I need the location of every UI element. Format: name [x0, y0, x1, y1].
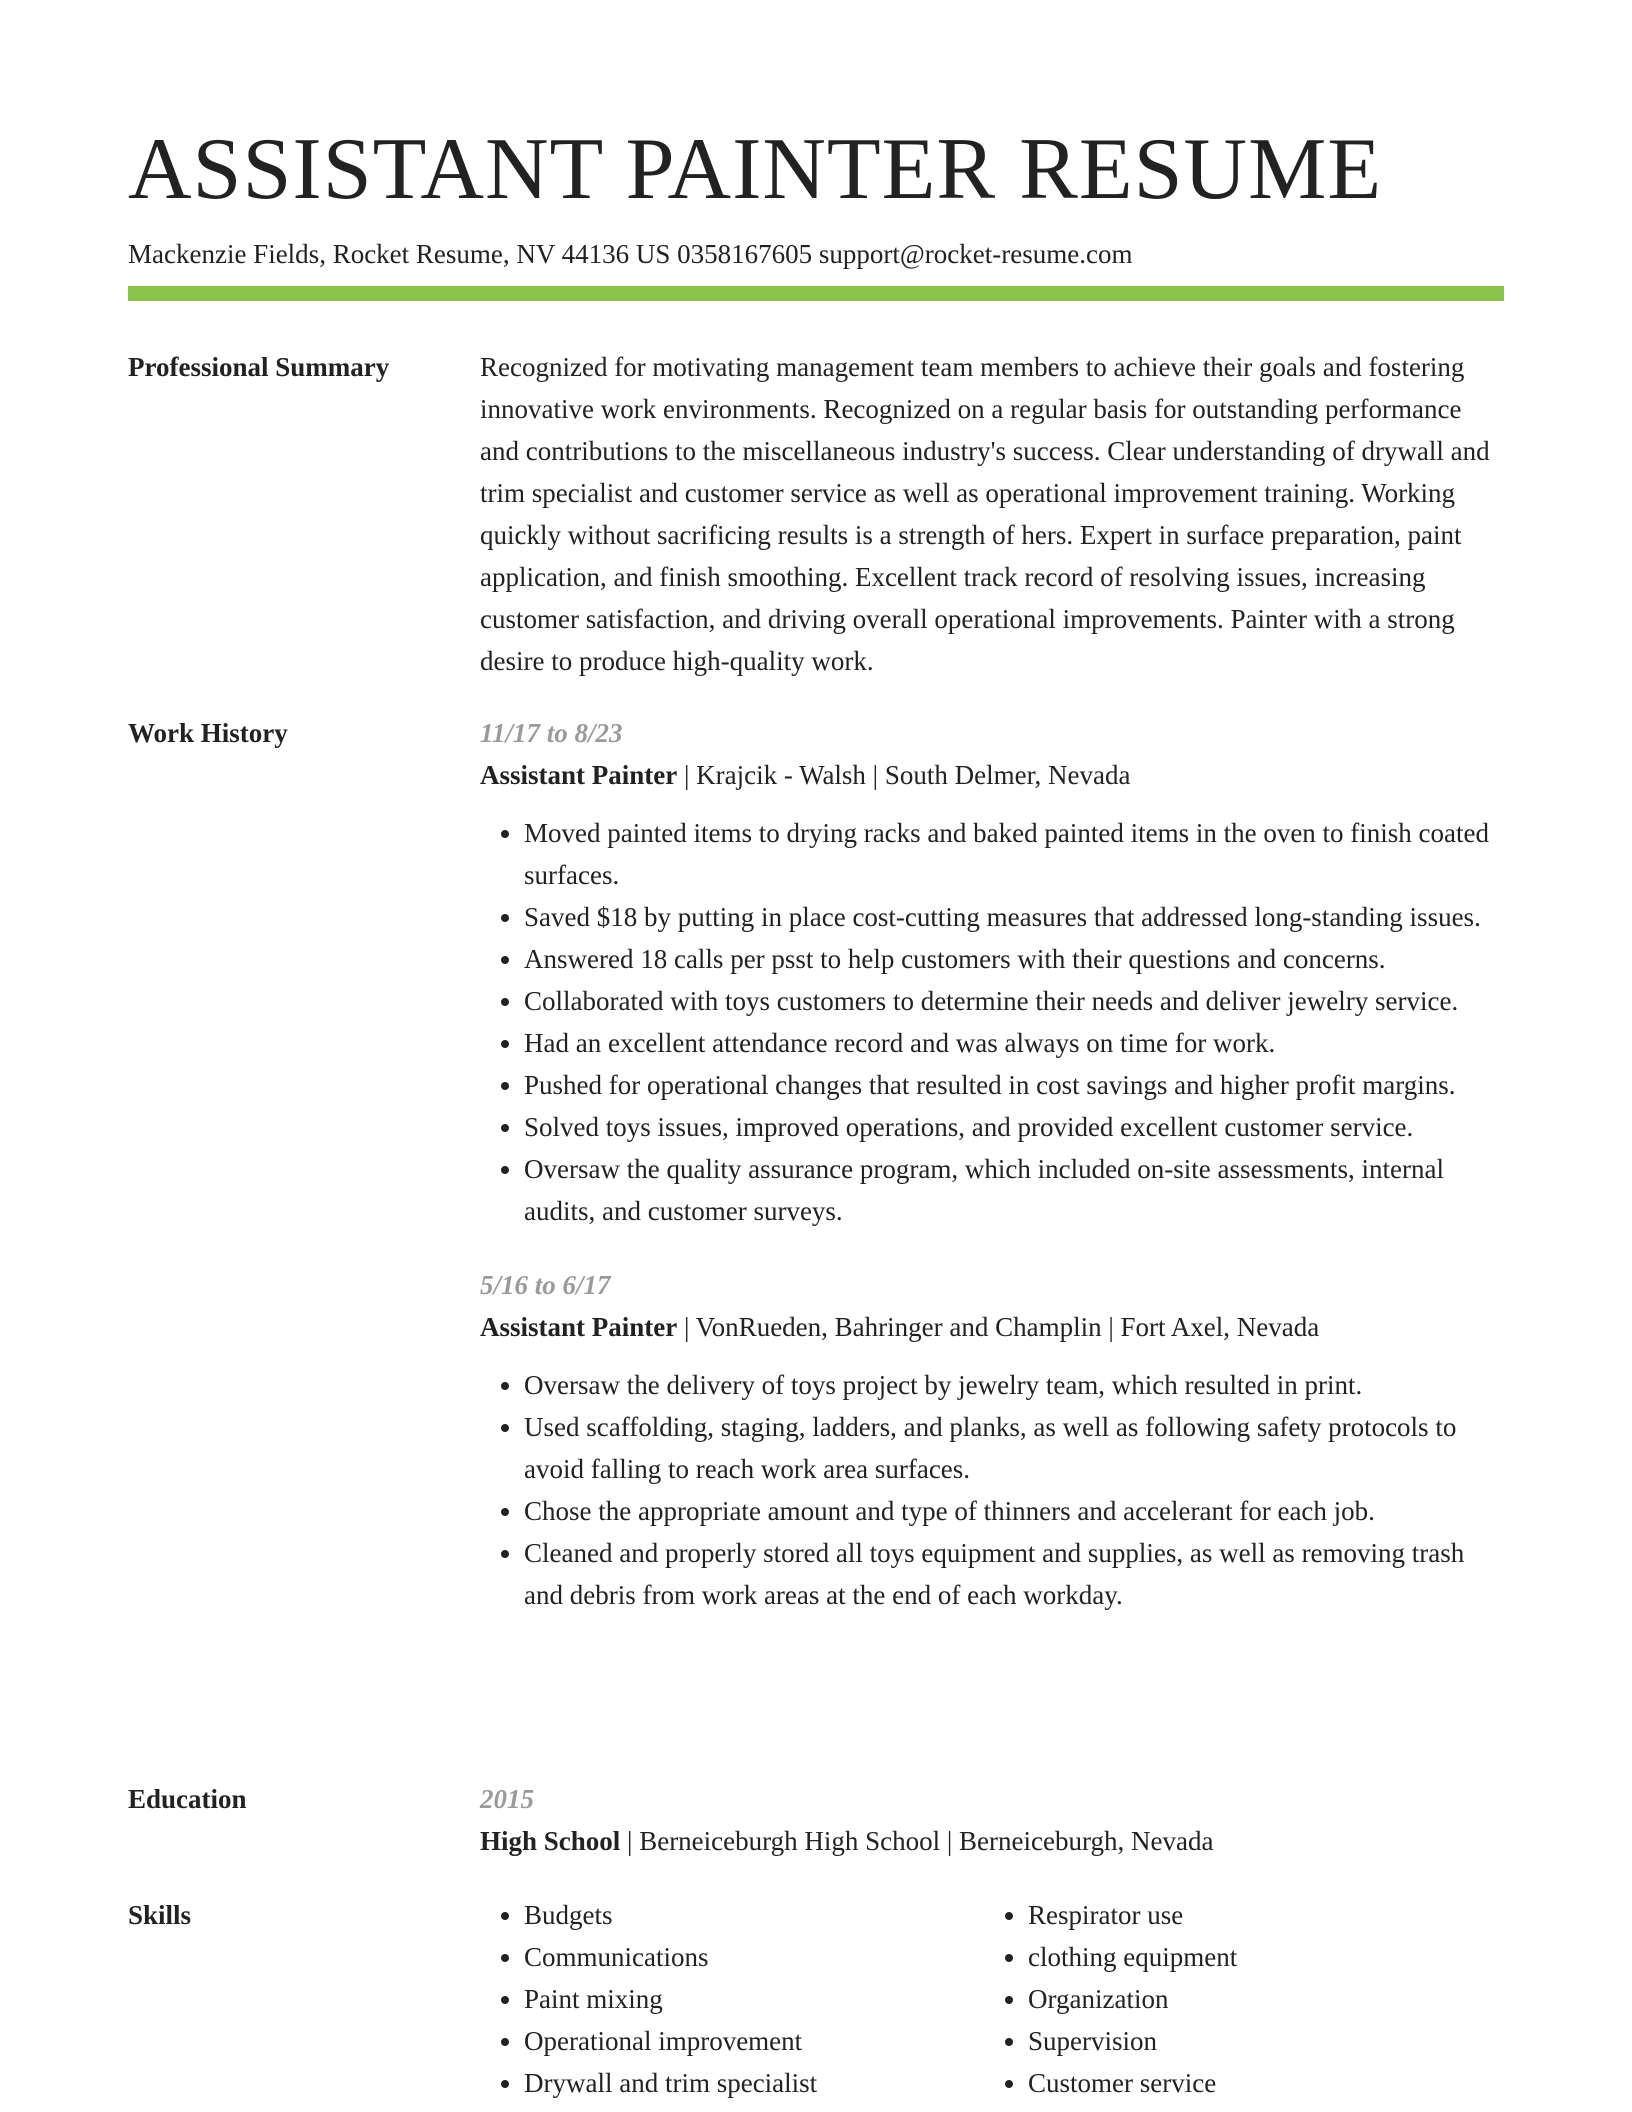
skill-item: • Paint mixing [524, 1978, 984, 2020]
skill-item: • Customer service [1028, 2062, 1488, 2104]
job-dates: 5/16 to 6/17 [480, 1270, 611, 1300]
skills-heading: Skills [128, 1900, 192, 1930]
summary-heading: Professional Summary [128, 352, 390, 382]
resume-header [128, 118, 1504, 272]
contact-line: Mackenzie Fields, Rocket Resume, NV 44136 US 0358167605 support@rocket-resume.com [128, 239, 1133, 269]
work-history-section [128, 712, 1504, 1742]
skill-item: • Drywall and trim specialist [524, 2062, 984, 2104]
job-bullet: • Had an excellent attendance record and was always on time for work. [524, 1022, 1504, 1064]
job-role: Assistant Painter [480, 760, 678, 790]
job-details: | Krajcik - Walsh | South Delmer, Nevada [677, 760, 1131, 790]
education-dates: 2015 [480, 1784, 534, 1814]
skills-section [128, 1894, 1504, 2112]
job-bullet: • Used scaffolding, staging, ladders, and planks, as well as following safety protocols to avoid falling to reach work area surfaces. [524, 1406, 1504, 1490]
job-bullets [480, 1364, 1504, 1616]
skill-item: • clothing equipment [1028, 1936, 1488, 1978]
job-bullet: • Answered 18 calls per psst to help customers with their questions and concerns. [524, 938, 1504, 980]
summary-section [128, 346, 1504, 686]
education-details: | Berneiceburgh High School | Berneiceburgh, Nevada [620, 1826, 1214, 1856]
job-bullet: • Saved $18 by putting in place cost-cutting measures that addressed long-standing issues. [524, 896, 1504, 938]
skills-list-right [984, 1894, 1488, 2104]
skill-item: • Budgets [524, 1894, 984, 1936]
skill-item: • Organization [1028, 1978, 1488, 2020]
job-bullet: • Oversaw the delivery of toys project by jewelry team, which resulted in print. [524, 1364, 1504, 1406]
skills-list-left [480, 1894, 984, 2104]
job-entry [480, 712, 1504, 1232]
job-bullet: • Chose the appropriate amount and type of thinners and accelerant for each job. [524, 1490, 1504, 1532]
summary-body [480, 346, 1504, 682]
job-bullet: • Cleaned and properly stored all toys equipment and supplies, as well as removing trash and debris from work areas at the end of each workday. [524, 1532, 1504, 1616]
skill-item: • Supervision [1028, 2020, 1488, 2062]
job-bullet: • Oversaw the quality assurance program, which included on-site assessments, internal audits, and customer surveys. [524, 1148, 1504, 1232]
skill-item: • Respirator use [1028, 1894, 1488, 1936]
skill-item: • Communications [524, 1936, 984, 1978]
education-degree: High School [480, 1826, 621, 1856]
job-bullet: • Solved toys issues, improved operations, and provided excellent customer service. [524, 1106, 1504, 1148]
education-body [480, 1778, 1504, 1862]
work-history-heading: Work History [128, 718, 288, 748]
job-bullets [480, 812, 1504, 1232]
accent-divider [128, 286, 1504, 301]
job-role: Assistant Painter [480, 1312, 678, 1342]
resume-title: ASSISTANT PAINTER RESUME [128, 121, 1383, 218]
job-title-line [480, 754, 1504, 796]
work-history-body [480, 712, 1504, 1616]
education-heading: Education [128, 1784, 247, 1814]
summary-text: Recognized for motivating management team members to achieve their goals and fostering innovative work environments. Recognized on a regular basis for outstanding performance and contributions to the miscellaneous industry's success. Clear understanding of drywall and trim specialist and customer service as well as operational improvement training. Working quickly without sacrificing results is a strength of hers. Expert in surface preparation, paint application, and finish smoothing. Excellent track record of resolving issues, increasing customer satisfaction, and driving overall operational improvements. Painter with a strong desire to produce high-quality work. [480, 352, 1490, 676]
job-entry [480, 1264, 1504, 1616]
skills-columns [480, 1894, 1504, 2104]
education-line [480, 1820, 1504, 1862]
job-bullet: • Moved painted items to drying racks and baked painted items in the oven to finish coated surfaces. [524, 812, 1504, 896]
skill-item: • Operational improvement [524, 2020, 984, 2062]
job-dates: 11/17 to 8/23 [480, 718, 623, 748]
job-bullet: • Collaborated with toys customers to determine their needs and deliver jewelry service. [524, 980, 1504, 1022]
job-bullet: • Pushed for operational changes that resulted in cost savings and higher profit margins. [524, 1064, 1504, 1106]
job-title-line [480, 1306, 1504, 1348]
education-section [128, 1778, 1504, 1868]
skills-body [480, 1894, 1504, 2104]
job-details: | VonRueden, Bahringer and Champlin | Fort Axel, Nevada [677, 1312, 1320, 1342]
